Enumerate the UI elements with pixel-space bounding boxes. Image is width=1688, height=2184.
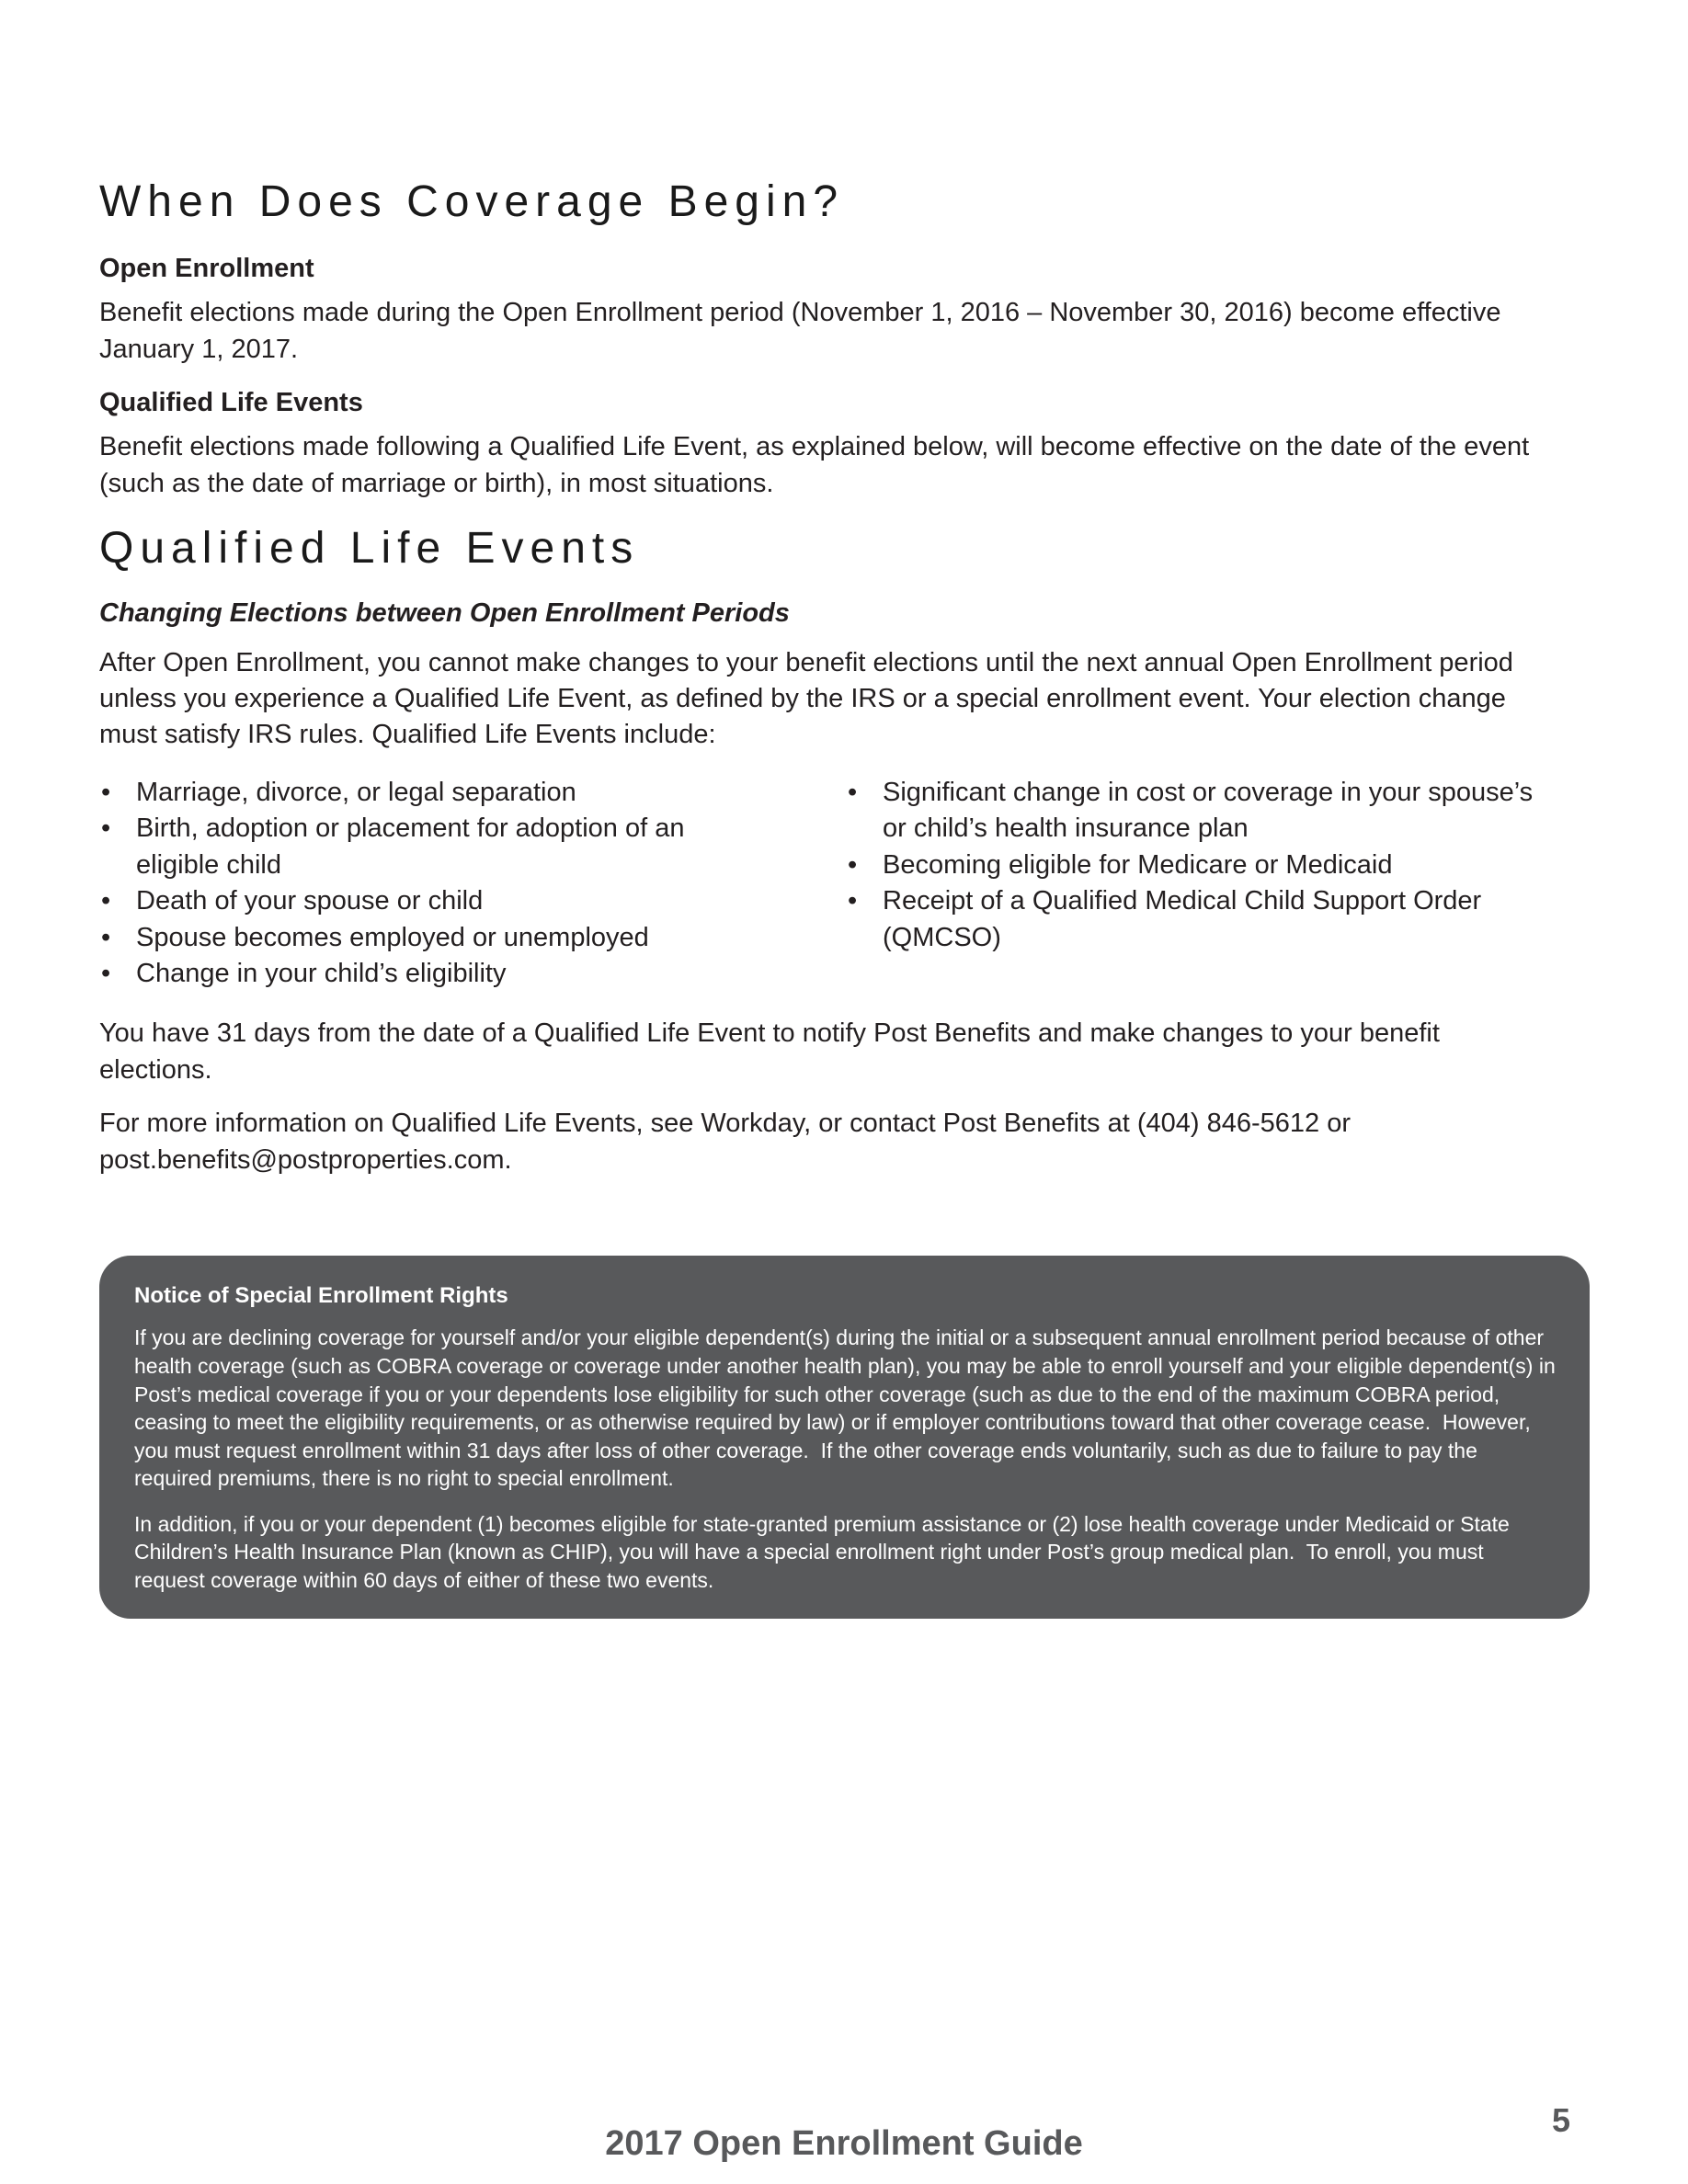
thirty-one-days-paragraph: You have 31 days from the date of a Qualified Life Event to notify Post Benefits and make changes to your benefit elections.: [99, 1018, 1440, 1085]
list-item: [99, 956, 763, 992]
qle-bullet-list-left: [99, 775, 763, 993]
qle-bullet-list-right: [846, 775, 1563, 993]
more-info-paragraph: For more information on Qualified Life Events, see Workday, or contact Post Benefits at (404) 846-5612 or post.benefits@postproperties.com.: [99, 1109, 1352, 1175]
list-item-text: Receipt of a Qualified Medical Child Support Order (QMCSO): [883, 886, 1482, 952]
list-item-text: Spouse becomes employed or unemployed: [136, 922, 649, 952]
qle-bullet-columns: [99, 775, 1590, 993]
footer-guide-title: 2017 Open Enrollment Guide: [605, 2124, 1083, 2163]
qle-paragraph: Benefit elections made following a Qualified Life Event, as explained below, will become effective on the date of the event (such as the date of marriage or birth), in most situations.: [99, 432, 1530, 498]
bullet-icon: •: [101, 813, 111, 844]
qualified-life-events-heading: Qualified Life Events: [99, 524, 640, 574]
notice-box: [99, 1256, 1590, 1618]
changing-elections-subhead: Changing Elections between Open Enrollment Periods: [99, 598, 790, 629]
qle-subhead: Qualified Life Events: [99, 388, 363, 418]
list-item: [846, 883, 1563, 956]
bullet-icon: •: [101, 777, 111, 807]
notice-box-title: Notice of Special Enrollment Rights: [134, 1283, 508, 1309]
notice-box-paragraph-2: In addition, if you or your dependent (1) becomes eligible for state-granted premium assistance or (2) lose health coverage under Medicaid or State Children’s Health Insurance Plan (known as CHIP), you will have a special enrollment right under Post’s group medical plan. To enroll, you must request coverage within 60 days of either of these two events.: [134, 1511, 1516, 1593]
list-item: [99, 811, 763, 883]
list-item-text: Becoming eligible for Medicare or Medicaid: [883, 849, 1393, 880]
list-item: [846, 775, 1563, 847]
coverage-begin-heading: When Does Coverage Begin?: [99, 177, 845, 226]
list-item-text: Marriage, divorce, or legal separation: [136, 777, 576, 807]
list-item: [99, 883, 763, 919]
bullet-icon: •: [848, 777, 858, 807]
notice-box-paragraph-1: If you are declining coverage for yourself and/or your eligible dependent(s) during the initial or a subsequent annual enrollment period because of other health coverage (such as COBRA coverage or coverage under another health plan), you may be able to enroll yourself and your eligible dependent(s) in Post’s medical coverage if you or your dependents lose eligibility for such other coverage (such as due to the end of the maximum COBRA period, ceasing to meet the eligibility requirements, or as otherwise required by law) or if employer contributions toward that other coverage cease. However, you must request enrollment within 31 days after loss of other coverage. If the other coverage ends voluntarily, such as due to failure to pay the required premiums, there is no right to special enrollment.: [134, 1325, 1562, 1491]
list-item-text: Birth, adoption or placement for adoption of an eligible child: [136, 813, 685, 880]
bullet-icon: •: [101, 959, 111, 989]
list-item: [99, 920, 763, 956]
bullet-icon: •: [101, 886, 111, 916]
bullet-icon: •: [101, 922, 111, 952]
list-item-text: Death of your spouse or child: [136, 886, 484, 916]
list-item: [99, 775, 763, 811]
list-item-text: Change in your child’s eligibility: [136, 959, 507, 989]
open-enrollment-paragraph: Benefit elections made during the Open Enrollment period (November 1, 2016 – November 30, 2016) become effective January 1, 2017.: [99, 298, 1501, 364]
bullet-icon: •: [848, 849, 858, 880]
open-enrollment-subhead: Open Enrollment: [99, 254, 314, 284]
list-item: [846, 847, 1563, 883]
page-number: 5: [1551, 2101, 1570, 2139]
list-item-text: Significant change in cost or coverage in your spouse’s or child’s health insurance plan: [883, 777, 1534, 844]
bullet-icon: •: [848, 886, 858, 916]
qle-intro-paragraph: After Open Enrollment, you cannot make changes to your benefit elections until the next annual Open Enrollment period unless you experience a Qualified Life Event, as defined by the IRS or a special enrollment event. Your election change must satisfy IRS rules. Qualified Life Events include:: [99, 647, 1513, 750]
